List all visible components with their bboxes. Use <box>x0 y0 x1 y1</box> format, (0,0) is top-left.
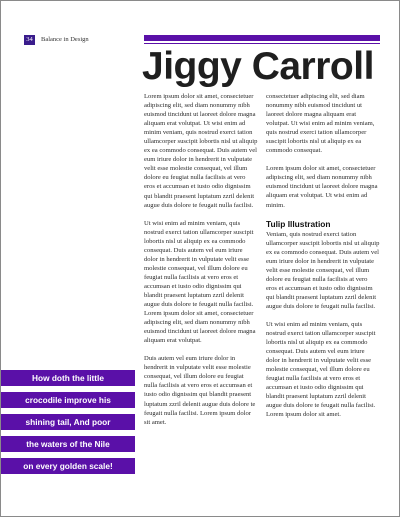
paragraph: Lorem ipsum dolor sit amet, consectetuer adipiscing elit, sed diam nonummy nibh euismod tincidunt ut laoreet dolore magna aliquam erat volutpat. Ut wisi enim ad minim veniam, quis nostrud exerci tation ullamcorper suscipit lobortis nisl ut aliquip ex ea commodo consequat. Duis autem vel eum iriure dolor in hendrerit in vulputate velit esse molestie consequat, vel illum dolore eu feugiat nulla facilisis at vero eros et accumsan et iusto odio dignissim qui blandit praesent luptatum zzril delenit augue duis dolore te feugait nulla facilisi. <box>144 93 258 209</box>
pull-quote <box>1 370 135 480</box>
paragraph: Duis autem vel eum iriure dolor in hendrerit in vulputate velit esse molestie consequat, vel illum dolore eu feugiat nulla facilisis at vero eros et accumsan et iusto odio dignissim qui blandit praesent luptatum zzril delenit augue duis dolore te feugait nulla facilisi. Lorem ipsum dolor sit amet. <box>144 355 256 426</box>
headline-rule-thin <box>144 43 380 44</box>
running-head: Balance in Design <box>41 36 89 43</box>
paragraph: Ut wisi enim ad minim veniam, quis nostrud exerci tation ullamcorper suscipit lobortis nisl ut aliquip ex ea commodo consequat. Duis autem vel eum iriure dolor in hendrerit in vulputate velit esse molestie consequat, vel illum dolore eu feugiat nulla facilisis at vero eros et accumsan et iusto odio dignissim qui blandit praesent luptatum zzril delenit augue duis dolore te feugait nulla facilisi. Lorem ipsum dolor sit amet, consectetuer adipiscing elit, sed diam nonummy nibh euismod tincidunt ut laoreet dolore magna aliquam erat volutpat. <box>144 219 256 345</box>
pull-quote-line: on every golden scale! <box>1 458 135 474</box>
paragraph: Veniam, quis nostrud exerci tation ullamcorper suscipit lobortis nisl ut aliquip ex ea commodo consequat. Duis autem vel eum iriure dolor in hendrerit in vulputate velit esse molestie consequat, vel illum dolore eu feugiat nulla facilisis at vero eros et accumsan et iusto odio dignissim qui blandit praesent luptatum zzril delenit augue duis dolore te feugait nulla facilisi. <box>266 230 380 310</box>
page-number: 34 <box>24 35 35 45</box>
pull-quote-line: How doth the little <box>1 370 135 386</box>
paragraph: Lorem ipsum dolor sit amet, consectetuer adipiscing elit, sed diam nonummy nibh euismod tincidunt ut laoreet dolore magna aliquam erat volutpat. Ut wisi enim ad minim. <box>266 165 378 209</box>
article-headline: Jiggy Carroll <box>142 45 374 88</box>
pull-quote-line: shining tail, And poor <box>1 414 135 430</box>
body-column-2 <box>266 92 380 429</box>
paragraph: consectetuer adipiscing elit, sed diam nonummy nibh euismod tincidunt ut laoreet dolore magna aliquam erat volutpat. Ut wisi enim ad minim veniam, quis nostrud exerci tation ullamcorper suscipit lobortis nisl ut aliquip ex ea commodo consequat. <box>266 93 375 155</box>
pull-quote-line: crocodile improve his <box>1 392 135 408</box>
pull-quote-line: the waters of the Nile <box>1 436 135 452</box>
headline-rule-thick <box>144 35 380 41</box>
section-subhead: Tulip Illustration <box>266 218 331 229</box>
body-column-1 <box>144 92 258 436</box>
paragraph: Ut wisi enim ad minim veniam, quis nostrud exerci tation ullamcorper suscipit lobortis nisl ut aliquip ex ea commodo consequat. Duis autem vel eum iriure dolor in hendrerit in vulputate velit esse molestie consequat, vel illum dolore eu feugiat nulla facilisis at vero eros et accumsan et iusto odio dignissim qui blandit praesent luptatum zzril delenit augue duis dolore te feugait nulla facilisi. Lorem ipsum dolor sit amet. <box>266 320 376 419</box>
